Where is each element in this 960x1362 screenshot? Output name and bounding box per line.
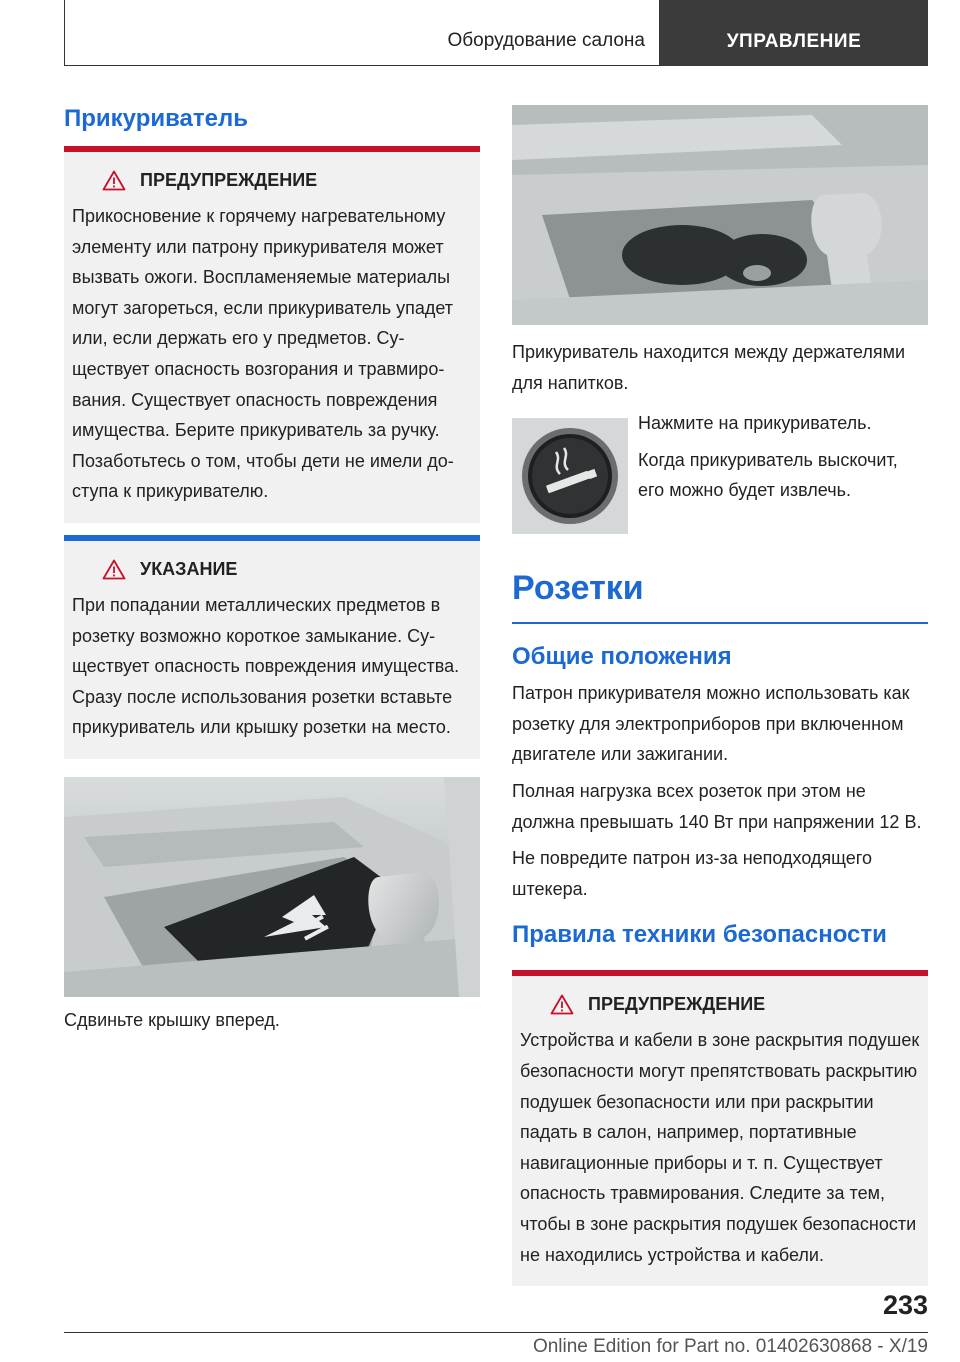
heading-general: Общие положения <box>512 643 732 671</box>
warning-triangle-icon <box>102 170 126 191</box>
general-paragraph-3: Не повредите патрон из-за неподходящего штекера. <box>512 848 872 899</box>
console-cover-photo <box>64 777 480 997</box>
page-header <box>64 0 928 66</box>
heading-sockets: Розетки <box>512 569 644 608</box>
heading-safety: Правила техники безопасности <box>512 921 887 949</box>
heading-cigarette-lighter: Прикуриватель <box>64 105 249 132</box>
location-caption: Прикуриватель находится между держателями для напитков. <box>512 342 906 393</box>
section-title: Оборудование салона <box>64 0 660 66</box>
pops-instruction: Когда прикуриватель выскочит, его можно будет извлечь. <box>638 449 898 501</box>
page-number: 233 <box>882 1290 928 1320</box>
cover-caption: Сдвиньте крышку вперед. <box>64 1009 280 1030</box>
warning-box <box>512 970 928 1286</box>
warning-title: ПРЕДУПРЕЖДЕНИЕ <box>140 170 318 190</box>
heading-rule <box>512 622 928 624</box>
notice-box <box>64 535 480 759</box>
warning-box <box>64 146 480 523</box>
notice-text: При попадании металлических предметов в розетку возможно короткое замыкание. Существует опасность повреждения имущества. Сразу после использования розетки вставьте прикуриватель или крышку розетки на место. <box>72 594 460 738</box>
edition-text: Online Edition for Part no. 01402630868 - X/19 <box>532 1336 928 1357</box>
footer-rule <box>64 1332 928 1333</box>
warning-triangle-icon <box>550 994 574 1015</box>
notice-title: УКАЗАНИЕ <box>140 558 238 579</box>
right-column <box>512 105 928 1286</box>
press-instruction: Нажмите на прикуриватель. <box>638 413 872 434</box>
warning-text: Устройства и кабели в зоне раскрытия подушек безопасности могут препятствовать раскрытию подушек безопасности или при раскрытии падать в салон, например, портативные навигационные приборы и т. п. Существует опасность травмирования. Следите за тем, чтобы в зоне раскрытия подушек безопасности не находились устройства и кабели. <box>520 1030 920 1265</box>
left-column <box>64 100 480 1036</box>
warning-triangle-icon <box>102 559 126 580</box>
warning-text: Прикосновение к горячему нагревательному элементу или патрону прикуривателя может вызвать ожоги. Воспламеняемые материалы могут загореться, если прикуриватель упадет или, если держать его у предметов. Существует опасность возгорания и травмирования. Существует опасность повреждения имущества. Берите прикуриватель за ручку. Позаботьтесь о том, чтобы дети не имели доступа к прикуривателю. <box>72 206 454 502</box>
cigarette-lighter-button-icon <box>512 418 628 534</box>
chapter-title: УПРАВЛЕНИЕ <box>660 0 928 66</box>
warning-title: ПРЕДУПРЕЖДЕНИЕ <box>588 994 766 1015</box>
lighter-location-photo <box>512 105 928 325</box>
general-paragraph-1: Патрон прикуривателя можно использовать как розетку для электроприборов при включенном двигателе или зажигании. <box>512 683 910 765</box>
lighter-instruction <box>512 413 928 534</box>
general-paragraph-2: Полная нагрузка всех розеток при этом не должна превышать 140 Вт при напряжении 12 В. <box>512 780 922 832</box>
